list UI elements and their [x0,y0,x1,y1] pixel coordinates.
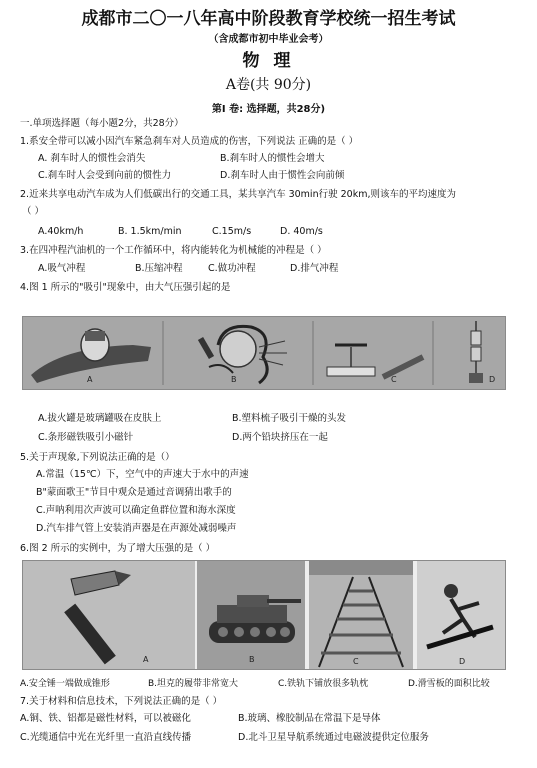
paper-label: A卷(共 90分) [225,77,312,93]
section-heading: 一.单项选择题（每小题2分，共28分） [20,118,184,129]
figure-1-label-d: D [489,375,496,384]
q2-option-d: D. 40m/s [280,226,323,237]
part-label: 第Ⅰ 卷: 选择题，共28分) [211,104,326,115]
figure-1-label-b: B [231,375,237,384]
q5-option-a: A.常温（15℃）下，空气中的声速大于水中的声速 [36,469,249,480]
q6-option-b: B.坦克的履带非常宽大 [148,679,239,689]
figure-1-illustration [23,317,505,389]
q3-option-a: A.吸气冲程 [38,263,86,274]
q4-option-b: B.塑料梳子吸引干燥的头发 [232,413,347,424]
q5-option-b: B"蒙面歌王"节目中观众是通过音调猜出歌手的 [36,487,232,498]
q3-option-b: B.压缩冲程 [135,263,183,274]
q2-option-b: B. 1.5km/min [118,226,182,237]
q1-option-d: D.刹车时人由于惯性会向前倾 [220,170,345,181]
figure-2-label-d: D [459,657,466,666]
q6-option-c: C.铁轨下铺放很多轨枕 [278,679,369,689]
q2-option-a: A.40km/h [38,226,84,237]
q7-option-b: B.玻璃、橡胶制品在常温下是导体 [238,713,381,724]
q4-option-c: C.条形磁铁吸引小磁针 [38,432,134,443]
figure-1-label-a: A [87,375,93,384]
figure-1 [22,316,506,390]
q1-stem: 1.系安全带可以减小因汽车紧急刹车对人员造成的伤害，下列说法 正确的是（ ） [20,136,359,147]
q1-option-a: A. 刹车时人的惯性会消失 [38,153,146,164]
q4-option-d: D.两个铅块挤压在一起 [232,432,328,443]
q6-option-a: A.安全锤一端做成锥形 [20,679,110,689]
figure-2-label-a: A [143,655,149,664]
q5-option-d: D.汽车排气管上安装消声器是在声源处减弱噪声 [36,523,237,534]
figure-1-label-c: C [391,375,397,384]
q1-option-c: C.刹车时人会受到向前的惯性力 [38,170,172,181]
exam-title: 成都市二〇一八年高中阶段教育学校统一招生考试 [81,9,456,29]
q7-option-a: A.铜、铁、铝都是磁性材料，可以被磁化 [20,713,191,724]
q1-option-b: B.刹车时人的惯性会增大 [220,153,325,164]
q6-stem: 6.图 2 所示的实例中，为了增大压强的是（ ） [20,543,216,554]
q5-option-c: C.声呐利用次声波可以确定鱼群位置和海水深度 [36,505,236,516]
q2-stem: 2.近来共享电动汽车成为人们低碳出行的交通工具，某共享汽车 30min行驶 20km,则该车的平均速度为 [20,189,456,200]
q6-option-d: D.滑雪板的面积比较 [408,679,490,689]
q4-stem: 4.图 1 所示的"吸引"现象中，由大气压强引起的是 [20,282,231,293]
q7-option-c: C.光缆通信中光在光纤里一直沿直线传播 [20,732,192,743]
q2-option-c: C.15m/s [212,226,252,237]
figure-2-illustration [23,561,505,669]
q3-stem: 3.在四冲程汽油机的一个工作循环中，将内能转化为机械能的冲程是（ ） [20,245,327,256]
q4-option-a: A.拔火罐是玻璃罐吸在皮肤上 [38,413,162,424]
figure-2 [22,560,506,670]
figure-2-label-b: B [249,655,255,664]
q7-option-d: D.北斗卫星导航系统通过电磁波提供定位服务 [238,732,429,743]
subject-title: 物 理 [242,51,295,71]
q2-paren: （ ） [22,206,45,217]
q5-stem: 5.关于声现象,下列说法正确的是（） [20,452,175,463]
q3-option-c: C.做功冲程 [208,263,256,274]
q7-stem: 7.关于材料和信息技术，下列说法正确的是（ ） [20,696,223,707]
q3-option-d: D.排气冲程 [290,263,339,274]
figure-2-label-c: C [353,657,359,666]
exam-subtitle: （含成都市初中毕业会考） [208,34,329,45]
